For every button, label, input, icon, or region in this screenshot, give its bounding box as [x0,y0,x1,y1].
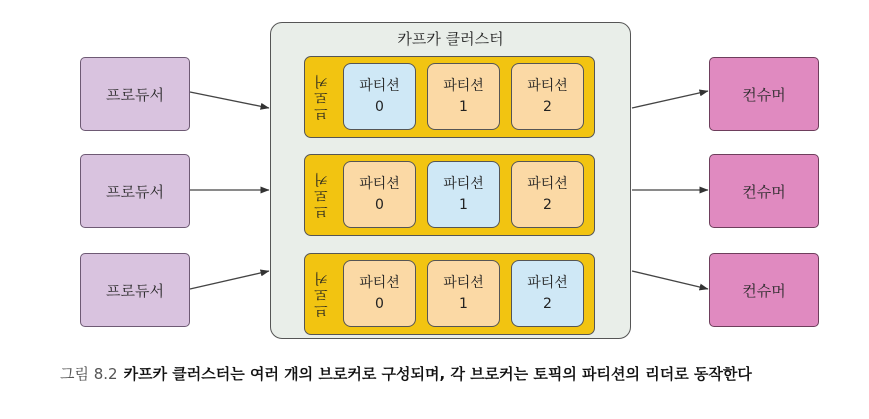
producer-3-arrow [190,271,269,289]
partition-number: 0 [375,98,384,115]
partition-follower [511,63,584,130]
partition-name: 파티션 [443,274,484,291]
partition-name: 파티션 [443,77,484,94]
partition-leader [511,260,584,327]
broker-2 [304,154,595,236]
producer-label: 프로듀서 [106,182,164,201]
consumer-box-1 [709,57,819,131]
partition-number: 2 [543,98,552,115]
partition-follower [427,260,500,327]
broker-3 [304,253,595,335]
partition-follower [343,260,416,327]
producer-box-1 [80,57,190,131]
partition-number: 1 [459,295,468,312]
partition-follower [511,161,584,228]
partition-name: 파티션 [359,274,400,291]
caption-prefix: 그림 8.2 [60,365,118,383]
partition-name: 파티션 [443,175,484,192]
producer-label: 프로듀서 [106,85,164,104]
consumer-label: 컨슈머 [742,85,786,104]
partition-number: 1 [459,196,468,213]
consumer-1-arrow [632,91,708,108]
producer-label: 프로듀서 [106,281,164,300]
partition-leader [343,63,416,130]
consumer-label: 컨슈머 [742,182,786,201]
partition-name: 파티션 [359,175,400,192]
broker-1 [304,56,595,138]
producer-box-3 [80,253,190,327]
partition-name: 파티션 [527,77,568,94]
consumer-box-3 [709,253,819,327]
partition-leader [427,161,500,228]
producer-box-2 [80,154,190,228]
partition-number: 1 [459,98,468,115]
partition-name: 파티션 [527,175,568,192]
consumer-box-2 [709,154,819,228]
broker-label: 브로커 [314,73,330,121]
partition-number: 0 [375,196,384,213]
figure-caption [60,363,752,384]
partition-follower [427,63,500,130]
cluster-title: 카프카 클러스터 [397,30,504,48]
partition-number: 0 [375,295,384,312]
partition-follower [343,161,416,228]
partition-number: 2 [543,295,552,312]
caption-text: 카프카 클러스터는 여러 개의 브로커로 구성되며, 각 브로커는 토픽의 파티션의 리더로 동작한다 [123,365,752,383]
consumer-3-arrow [632,271,708,289]
consumer-label: 컨슈머 [742,281,786,300]
broker-label: 브로커 [314,270,330,318]
partition-name: 파티션 [527,274,568,291]
broker-label: 브로커 [314,171,330,219]
partition-name: 파티션 [359,77,400,94]
producer-1-arrow [190,92,269,108]
partition-number: 2 [543,196,552,213]
